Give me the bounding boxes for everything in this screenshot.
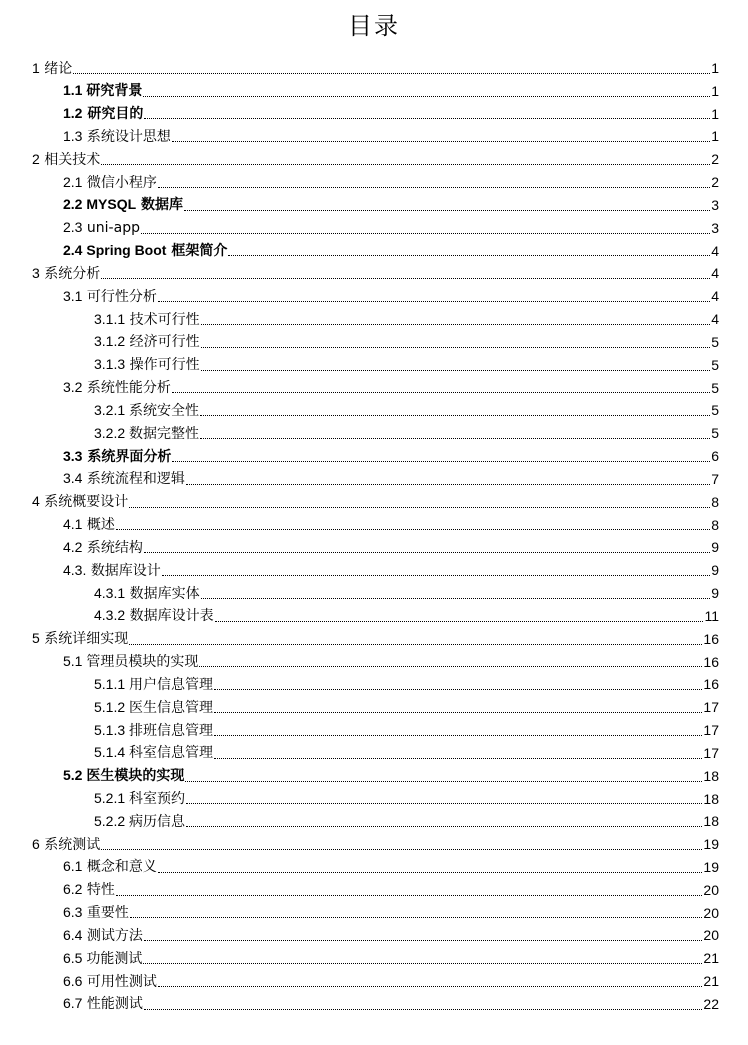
toc-entry-page-number: 5: [711, 333, 719, 350]
toc-entry-text: 病历信息: [129, 813, 186, 830]
toc-entry-text: 经济可行性: [129, 334, 200, 351]
toc-entry-text: 用户信息管理: [129, 676, 214, 693]
toc-entry-number: 3.3: [63, 447, 83, 464]
toc-entry-label: [63, 285, 158, 309]
toc-entry-page-number: 5: [711, 425, 719, 442]
table-of-contents: [0, 57, 748, 1016]
dot-leader: [172, 445, 710, 468]
toc-entry[interactable]: [0, 194, 748, 217]
toc-entry-number: 5: [32, 630, 40, 647]
toc-entry-label: [63, 764, 185, 788]
toc-entry-page-number: 5: [711, 402, 719, 419]
toc-entry[interactable]: [0, 651, 748, 674]
toc-entry-label: [63, 924, 144, 948]
toc-entry-page-number: 1: [711, 82, 719, 99]
toc-entry-number: 5.2.2: [94, 812, 130, 829]
toc-entry-number: 4.1: [63, 516, 83, 533]
dot-leader: [185, 765, 702, 788]
toc-entry-text: 系统安全性: [129, 402, 200, 419]
toc-entry[interactable]: [0, 445, 748, 468]
toc-entry-text: 系统分析: [44, 265, 101, 282]
toc-entry[interactable]: [0, 696, 748, 719]
toc-entry-page-number: 16: [703, 630, 719, 647]
toc-entry-page-number: 1: [711, 128, 719, 145]
toc-entry-label: [94, 741, 214, 765]
toc-entry-number: 3.1.3: [94, 356, 126, 373]
dot-leader: [201, 331, 710, 354]
toc-entry-page-number: 8: [711, 516, 719, 533]
toc-entry[interactable]: [0, 331, 748, 354]
toc-entry-label: [63, 216, 141, 240]
toc-entry-label: [63, 171, 158, 195]
toc-entry-label: [94, 353, 201, 377]
toc-entry-page-number: 9: [711, 562, 719, 579]
toc-entry-text: 可用性测试: [86, 973, 157, 990]
toc-entry-number: 5.2.1: [94, 790, 130, 806]
dot-leader: [186, 788, 702, 811]
toc-entry-number: 3.1: [63, 287, 83, 304]
toc-entry-text: 重要性: [86, 905, 129, 922]
toc-entry-label: [94, 673, 214, 697]
toc-entry-number: 6.5: [63, 949, 87, 966]
toc-entry[interactable]: [0, 947, 748, 970]
toc-entry-text: 数据库: [141, 197, 184, 214]
toc-entry-label: [63, 992, 144, 1016]
toc-entry-page-number: 2: [711, 151, 719, 168]
toc-entry-number: 6.4: [63, 926, 83, 943]
toc-entry-page-number: 7: [711, 470, 719, 487]
dot-leader: [144, 103, 710, 126]
toc-entry-number: 2.1: [63, 173, 83, 190]
toc-entry-label: [63, 855, 158, 879]
dot-leader: [116, 514, 710, 537]
toc-entry[interactable]: [0, 810, 748, 833]
toc-entry[interactable]: [0, 902, 748, 925]
toc-entry-page-number: 21: [703, 950, 719, 967]
toc-entry[interactable]: [0, 788, 748, 811]
toc-entry-page-number: 11: [704, 607, 719, 624]
dot-leader: [214, 673, 702, 696]
toc-entry-text: 相关技术: [44, 151, 101, 168]
toc-entry-number: 5.1: [63, 653, 87, 670]
dot-leader: [101, 148, 710, 171]
toc-entry[interactable]: [0, 673, 748, 696]
dot-leader: [101, 833, 702, 856]
toc-entry-number: 5.1.3: [94, 721, 130, 738]
dot-leader: [215, 605, 704, 628]
toc-entry-text: 数据库设计: [90, 562, 161, 579]
dot-leader: [184, 194, 710, 217]
dot-leader: [200, 399, 710, 422]
toc-title: 目录: [348, 12, 400, 40]
dot-leader: [158, 970, 703, 993]
dot-leader: [201, 308, 710, 331]
toc-entry-number: 2.3: [63, 219, 83, 236]
toc-entry-page-number: 19: [703, 858, 719, 875]
toc-entry-label: [32, 833, 101, 857]
toc-entry-number: 4.3.: [63, 561, 87, 578]
toc-entry[interactable]: [0, 605, 748, 628]
toc-entry-text: 框架简介: [171, 243, 228, 260]
toc-entry-page-number: 20: [703, 881, 719, 898]
toc-entry-label: [32, 148, 101, 172]
toc-entry-page-number: 3: [711, 196, 719, 213]
toc-entry-number: 2: [32, 150, 40, 167]
toc-entry-label: [63, 559, 162, 583]
toc-entry-label: [94, 399, 200, 423]
toc-entry[interactable]: [0, 536, 748, 559]
dot-leader: [186, 810, 702, 833]
toc-entry[interactable]: [0, 171, 748, 194]
toc-entry-text: 系统流程和逻辑: [86, 471, 185, 488]
toc-entry-text: 技术可行性: [129, 311, 200, 328]
toc-entry[interactable]: [0, 103, 748, 126]
toc-entry-number: 2.2 MYSQL: [63, 196, 137, 213]
toc-entry[interactable]: [0, 582, 748, 605]
dot-leader: [73, 57, 710, 80]
toc-entry-label: [63, 445, 172, 469]
toc-entry-number: 4.3.2: [94, 607, 126, 624]
dot-leader: [129, 628, 702, 651]
dot-leader: [172, 125, 710, 148]
toc-entry-text: 特性: [86, 882, 115, 899]
toc-entry[interactable]: [0, 354, 748, 377]
toc-entry-page-number: 4: [711, 242, 719, 259]
toc-entry-text: uni-app: [86, 220, 140, 237]
toc-entry-label: [63, 513, 116, 537]
toc-entry-page-number: 20: [703, 927, 719, 944]
toc-entry[interactable]: [0, 628, 748, 651]
toc-entry[interactable]: [0, 970, 748, 993]
toc-entry-number: 3.2.2: [94, 424, 130, 441]
dot-leader: [158, 171, 710, 194]
toc-entry-page-number: 18: [703, 813, 719, 830]
toc-entry-number: 5.2: [63, 767, 87, 784]
toc-entry[interactable]: [0, 399, 748, 422]
toc-entry-text: 微信小程序: [86, 174, 157, 191]
toc-entry[interactable]: [0, 377, 748, 400]
toc-entry-text: 研究背景: [86, 83, 143, 100]
toc-entry-number: 2.4 Spring Boot: [63, 242, 167, 259]
toc-entry-label: [94, 719, 214, 743]
toc-entry[interactable]: [0, 765, 748, 788]
toc-entry-label: [63, 102, 144, 126]
toc-entry-text: 系统详细实现: [44, 631, 129, 648]
toc-entry[interactable]: [0, 125, 748, 148]
toc-entry[interactable]: [0, 833, 748, 856]
toc-entry-label: [94, 582, 201, 606]
dot-leader: [201, 582, 710, 605]
toc-entry-page-number: 17: [703, 722, 719, 739]
toc-entry[interactable]: [0, 879, 748, 902]
toc-entry[interactable]: [0, 57, 748, 80]
toc-entry-page-number: 20: [703, 904, 719, 921]
toc-entry-text: 系统概要设计: [44, 494, 129, 511]
dot-leader: [130, 902, 703, 925]
dot-leader: [200, 422, 710, 445]
toc-entry[interactable]: [0, 719, 748, 742]
toc-entry-page-number: 8: [711, 493, 719, 510]
toc-entry-number: 4.2: [63, 538, 83, 555]
dot-leader: [214, 696, 702, 719]
toc-entry-label: [94, 604, 215, 628]
toc-entry-label: [63, 79, 143, 103]
toc-entry-page-number: 4: [711, 288, 719, 305]
toc-entry-label: [63, 193, 184, 217]
dot-leader: [101, 262, 710, 285]
toc-entry[interactable]: [0, 262, 748, 285]
toc-entry-page-number: 4: [711, 311, 719, 328]
dot-leader: [141, 217, 710, 240]
dot-leader: [214, 719, 702, 742]
toc-entry-text: 排班信息管理: [129, 722, 214, 739]
toc-entry-text: 功能测试: [86, 950, 143, 967]
toc-entry[interactable]: [0, 856, 748, 879]
dot-leader: [186, 468, 710, 491]
toc-entry-text: 测试方法: [86, 927, 143, 944]
toc-entry-page-number: 16: [703, 653, 719, 670]
toc-entry[interactable]: [0, 993, 748, 1016]
toc-entry-page-number: 19: [703, 836, 719, 853]
toc-entry-number: 1.2: [63, 105, 83, 122]
toc-entry[interactable]: [0, 422, 748, 445]
toc-entry-label: [32, 627, 129, 651]
dot-leader: [158, 285, 710, 308]
toc-entry-number: 6.3: [63, 904, 83, 921]
toc-entry[interactable]: [0, 80, 748, 103]
toc-entry-label: [63, 376, 172, 400]
dot-leader: [116, 879, 703, 902]
toc-entry-label: [94, 810, 186, 834]
dot-leader: [199, 651, 702, 674]
toc-entry-page-number: 16: [703, 676, 719, 693]
toc-entry[interactable]: [0, 559, 748, 582]
dot-leader: [214, 742, 702, 765]
toc-entry-text: 研究目的: [87, 106, 144, 123]
toc-entry-text: 系统界面分析: [87, 448, 172, 465]
toc-entry-label: [63, 536, 144, 560]
dot-leader: [143, 947, 702, 970]
dot-leader: [172, 377, 710, 400]
toc-entry-text: 数据库设计表: [129, 608, 214, 625]
toc-entry-text: 概述: [86, 517, 115, 534]
toc-entry-page-number: 18: [703, 790, 719, 807]
toc-entry-label: [32, 262, 101, 286]
toc-entry[interactable]: [0, 491, 748, 514]
dot-leader: [144, 536, 710, 559]
toc-entry-number: 5.1.1: [94, 675, 130, 692]
toc-entry-label: [32, 57, 73, 81]
toc-entry-number: 6.1: [63, 858, 83, 875]
toc-entry-text: 科室预约: [129, 791, 186, 807]
toc-entry-label: [94, 308, 201, 332]
dot-leader: [162, 559, 710, 582]
toc-entry-number: 5.1.4: [94, 744, 130, 761]
dot-leader: [144, 993, 703, 1016]
toc-entry-text: 数据库实体: [129, 585, 200, 602]
toc-entry-label: [63, 125, 172, 149]
toc-entry-number: 1.1: [63, 82, 87, 99]
toc-entry-page-number: 1: [711, 60, 719, 76]
toc-entry-number: 3.2: [63, 379, 83, 396]
toc-entry-number: 3.4: [63, 470, 83, 487]
toc-entry-text: 系统测试: [44, 836, 101, 853]
toc-entry[interactable]: [0, 924, 748, 947]
toc-entry-page-number: 5: [711, 356, 719, 373]
dot-leader: [143, 80, 710, 103]
toc-entry-label: [94, 787, 186, 811]
toc-entry-number: 6.6: [63, 972, 83, 989]
toc-entry-label: [63, 901, 130, 925]
dot-leader: [144, 924, 703, 947]
toc-entry-page-number: 2: [711, 174, 719, 191]
toc-entry[interactable]: [0, 308, 748, 331]
toc-entry-number: 3.1.2: [94, 333, 126, 350]
toc-entry-page-number: 22: [703, 995, 719, 1012]
toc-entry-label: [63, 947, 143, 971]
toc-entry-page-number: 5: [711, 379, 719, 396]
toc-entry-number: 3.2.1: [94, 401, 130, 418]
toc-entry-label: [63, 970, 158, 994]
toc-entry-page-number: 9: [711, 539, 719, 556]
toc-entry-number: 3: [32, 264, 40, 281]
toc-entry[interactable]: [0, 240, 748, 263]
toc-entry-page-number: 9: [711, 585, 719, 602]
dot-leader: [158, 856, 703, 879]
toc-entry-label: [63, 467, 186, 491]
toc-entry-number: 1.3: [63, 127, 83, 144]
toc-entry-text: 绪论: [44, 60, 73, 77]
toc-entry-label: [94, 696, 214, 720]
toc-entry-number: 6: [32, 835, 40, 852]
toc-entry-number: 6.7: [63, 995, 83, 1012]
toc-entry-text: 可行性分析: [86, 288, 157, 305]
toc-entry-text: 概念和意义: [86, 859, 157, 876]
toc-entry-page-number: 1: [711, 105, 719, 122]
toc-entry-text: 性能测试: [86, 996, 143, 1013]
toc-entry-text: 系统设计思想: [86, 128, 171, 145]
toc-entry-page-number: 17: [703, 699, 719, 716]
toc-entry-number: 1: [32, 59, 40, 76]
toc-entry[interactable]: [0, 285, 748, 308]
toc-entry[interactable]: [0, 148, 748, 171]
toc-entry-label: [63, 650, 199, 674]
toc-entry-text: 医生信息管理: [129, 699, 214, 716]
toc-entry-label: [94, 422, 200, 446]
toc-entry-page-number: 17: [703, 744, 719, 761]
toc-entry-text: 管理员模块的实现: [86, 654, 199, 671]
toc-entry-page-number: 4: [711, 265, 719, 282]
toc-entry[interactable]: [0, 217, 748, 240]
toc-entry-number: 5.1.2: [94, 698, 130, 715]
toc-entry-page-number: 3: [711, 219, 719, 236]
toc-entry-page-number: 6: [711, 448, 719, 465]
dot-leader: [129, 491, 710, 514]
toc-entry-text: 系统性能分析: [86, 380, 171, 397]
toc-entry[interactable]: [0, 514, 748, 537]
toc-entry-text: 科室信息管理: [129, 745, 214, 762]
toc-entry-text: 系统结构: [86, 539, 143, 556]
toc-entry-label: [94, 330, 201, 354]
dot-leader: [201, 354, 710, 377]
toc-entry-number: 4: [32, 493, 40, 510]
toc-entry-page-number: 18: [703, 767, 719, 784]
toc-entry-label: [32, 490, 129, 514]
toc-entry-label: [63, 239, 228, 263]
toc-entry-number: 3.1.1: [94, 310, 126, 327]
toc-entry-text: 医生模块的实现: [86, 768, 185, 785]
toc-entry-label: [63, 878, 116, 902]
toc-entry[interactable]: [0, 742, 748, 765]
toc-entry-text: 数据完整性: [129, 425, 200, 442]
toc-entry-number: 4.3.1: [94, 584, 126, 601]
toc-entry-page-number: 21: [703, 973, 719, 990]
toc-entry-number: 6.2: [63, 881, 83, 898]
toc-entry[interactable]: [0, 468, 748, 491]
toc-entry-text: 操作可行性: [129, 357, 200, 374]
dot-leader: [228, 240, 710, 263]
